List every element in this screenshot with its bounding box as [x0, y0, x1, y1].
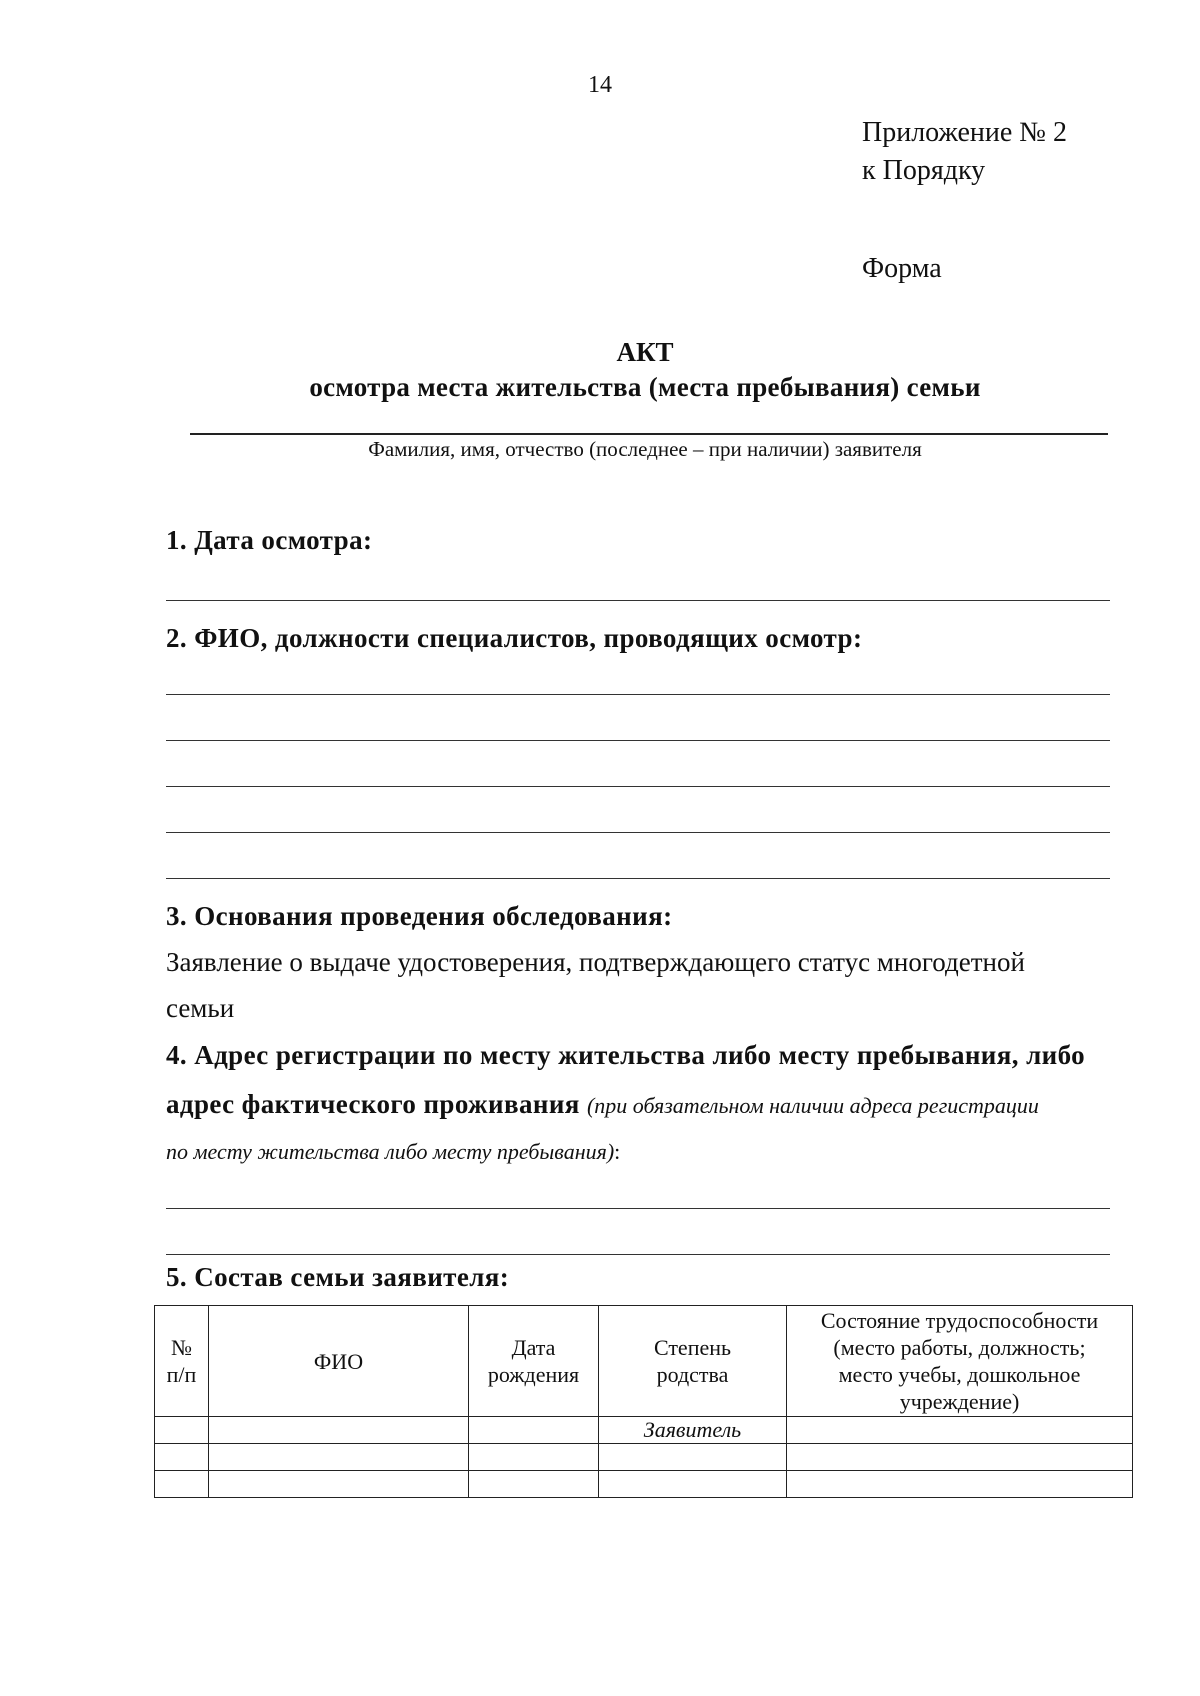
section-5-heading: 5. Состав семьи заявителя: [166, 1262, 510, 1292]
section-2-heading: 2. ФИО, должности специалистов, проводящих осмотр: [166, 623, 863, 653]
specialists-line-4[interactable] [166, 832, 1110, 833]
table-cell[interactable] [209, 1471, 469, 1498]
specialists-line-2[interactable] [166, 740, 1110, 741]
address-line-2[interactable] [166, 1254, 1110, 1255]
table-cell[interactable] [469, 1471, 599, 1498]
inspection-date-line[interactable] [166, 600, 1110, 601]
page-number: 14 [588, 72, 612, 98]
table-cell[interactable] [469, 1417, 599, 1444]
table-cell: Заявитель [599, 1417, 787, 1444]
table-row [155, 1444, 1133, 1471]
document-subtitle: осмотра места жительства (места пребывания) семьи [309, 372, 981, 402]
table-cell[interactable] [787, 1471, 1133, 1498]
header-fio: ФИО [209, 1306, 469, 1417]
appendix-line-2: к Порядку [862, 155, 986, 186]
section-4-colon: : [614, 1139, 621, 1164]
specialists-line-5[interactable] [166, 878, 1110, 879]
header-birth-date: Дата рождения [469, 1306, 599, 1417]
section-4-heading-line-1: 4. Адрес регистрации по месту жительства либо месту пребывания, либо [166, 1040, 1086, 1070]
section-3-heading: 3. Основания проведения обследования: [166, 901, 673, 931]
table-cell[interactable] [209, 1444, 469, 1471]
appendix-line-1: Приложение № 2 [862, 117, 1067, 148]
section-4-italic-text-2: по месту жительства либо месту пребывания) [166, 1139, 615, 1164]
table-cell[interactable] [787, 1444, 1133, 1471]
section-3-text-line-2: семьи [166, 993, 235, 1023]
specialists-line-3[interactable] [166, 786, 1110, 787]
table-cell[interactable] [155, 1417, 209, 1444]
table-cell[interactable] [209, 1417, 469, 1444]
applicant-name-caption: Фамилия, имя, отчество (последнее – при наличии) заявителя [368, 437, 922, 461]
section-1-heading: 1. Дата осмотра: [166, 525, 373, 555]
table-cell[interactable] [599, 1471, 787, 1498]
header-relation: Степень родства [599, 1306, 787, 1417]
section-4-italic-text-1: (при обязательном наличии адреса регистрации [586, 1093, 1039, 1118]
section-4-heading-line-2 [166, 1089, 1039, 1120]
section-4-bold-text: адрес фактического проживания [166, 1089, 580, 1119]
appendix-block [862, 114, 1067, 190]
applicant-name-line[interactable] [190, 433, 1108, 435]
table-cell[interactable] [599, 1444, 787, 1471]
header-num: № п/п [155, 1306, 209, 1417]
form-label: Форма [862, 253, 942, 284]
header-work-status: Состояние трудоспособности (место работы, должность; место учебы, дошкольное учреждение) [787, 1306, 1133, 1417]
table-cell[interactable] [155, 1471, 209, 1498]
address-line-1[interactable] [166, 1208, 1110, 1209]
specialists-line-1[interactable] [166, 694, 1110, 695]
document-title: АКТ [616, 337, 674, 367]
table-row [155, 1471, 1133, 1498]
table-row [155, 1417, 1133, 1444]
table-cell[interactable] [155, 1444, 209, 1471]
table-cell[interactable] [787, 1417, 1133, 1444]
section-4-heading-line-3 [166, 1139, 620, 1165]
table-cell[interactable] [469, 1444, 599, 1471]
family-composition-table [154, 1305, 1133, 1498]
table-header-row [155, 1306, 1133, 1417]
section-3-text-line-1: Заявление о выдаче удостоверения, подтверждающего статус многодетной [166, 947, 1025, 977]
